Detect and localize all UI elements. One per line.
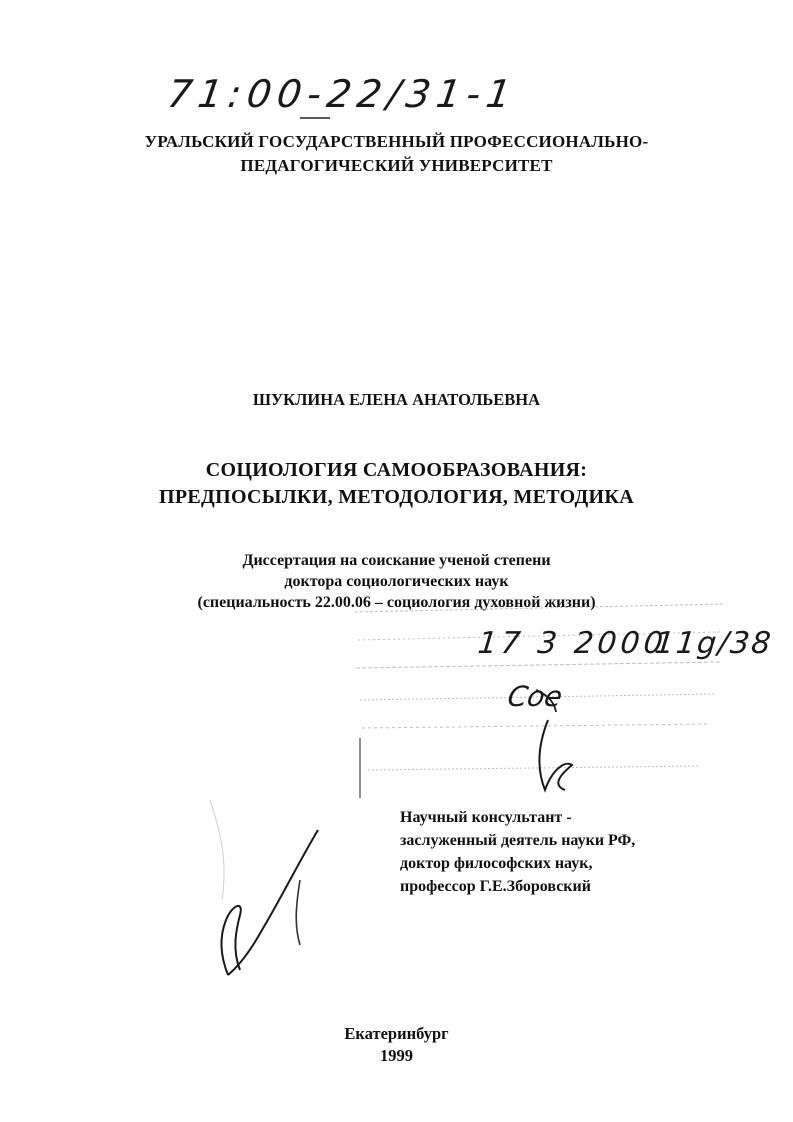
institution-line-1: УРАЛЬСКИЙ ГОСУДАРСТВЕННЫЙ ПРОФЕССИОНАЛЬНО- [144,132,649,151]
description-line-2: доктора социологических наук [284,573,509,590]
description-line-3: (специальность 22.00.06 – социология духовной жизни) [197,594,596,611]
publication-place-year [0,1023,793,1067]
publication-year: 1999 [380,1046,413,1065]
institution-name [0,130,793,178]
publication-city: Екатеринбург [344,1024,449,1043]
consultant-line-1: Научный консультант - [400,809,572,826]
stamp-number: 11g/38 [653,626,775,661]
scientific-consultant [400,806,635,898]
stamp-date: 17 3 2000 [476,626,669,661]
archive-code: 71:00-22/31-1 [164,72,520,116]
consultant-line-3: доктор философских наук, [400,855,593,872]
consultant-line-4: профессор Г.Е.Зборовский [400,878,591,895]
stamp-initials: Сое [505,680,565,713]
institution-line-2: ПЕДАГОГИЧЕСКИЙ УНИВЕРСИТЕТ [240,156,553,175]
dissertation-description [0,550,793,613]
dissertation-title [0,457,793,511]
consultant-line-2: заслуженный деятель науки РФ, [400,832,636,849]
author-name: ШУКЛИНА ЕЛЕНА АНАТОЛЬЕВНА [252,390,541,409]
title-line-1: СОЦИОЛОГИЯ САМООБРАЗОВАНИЯ: [205,459,588,481]
description-line-1: Диссертация на соискание ученой степени [242,552,551,569]
title-line-2: ПРЕДПОСЫЛКИ, МЕТОДОЛОГИЯ, МЕТОДИКА [159,486,634,508]
